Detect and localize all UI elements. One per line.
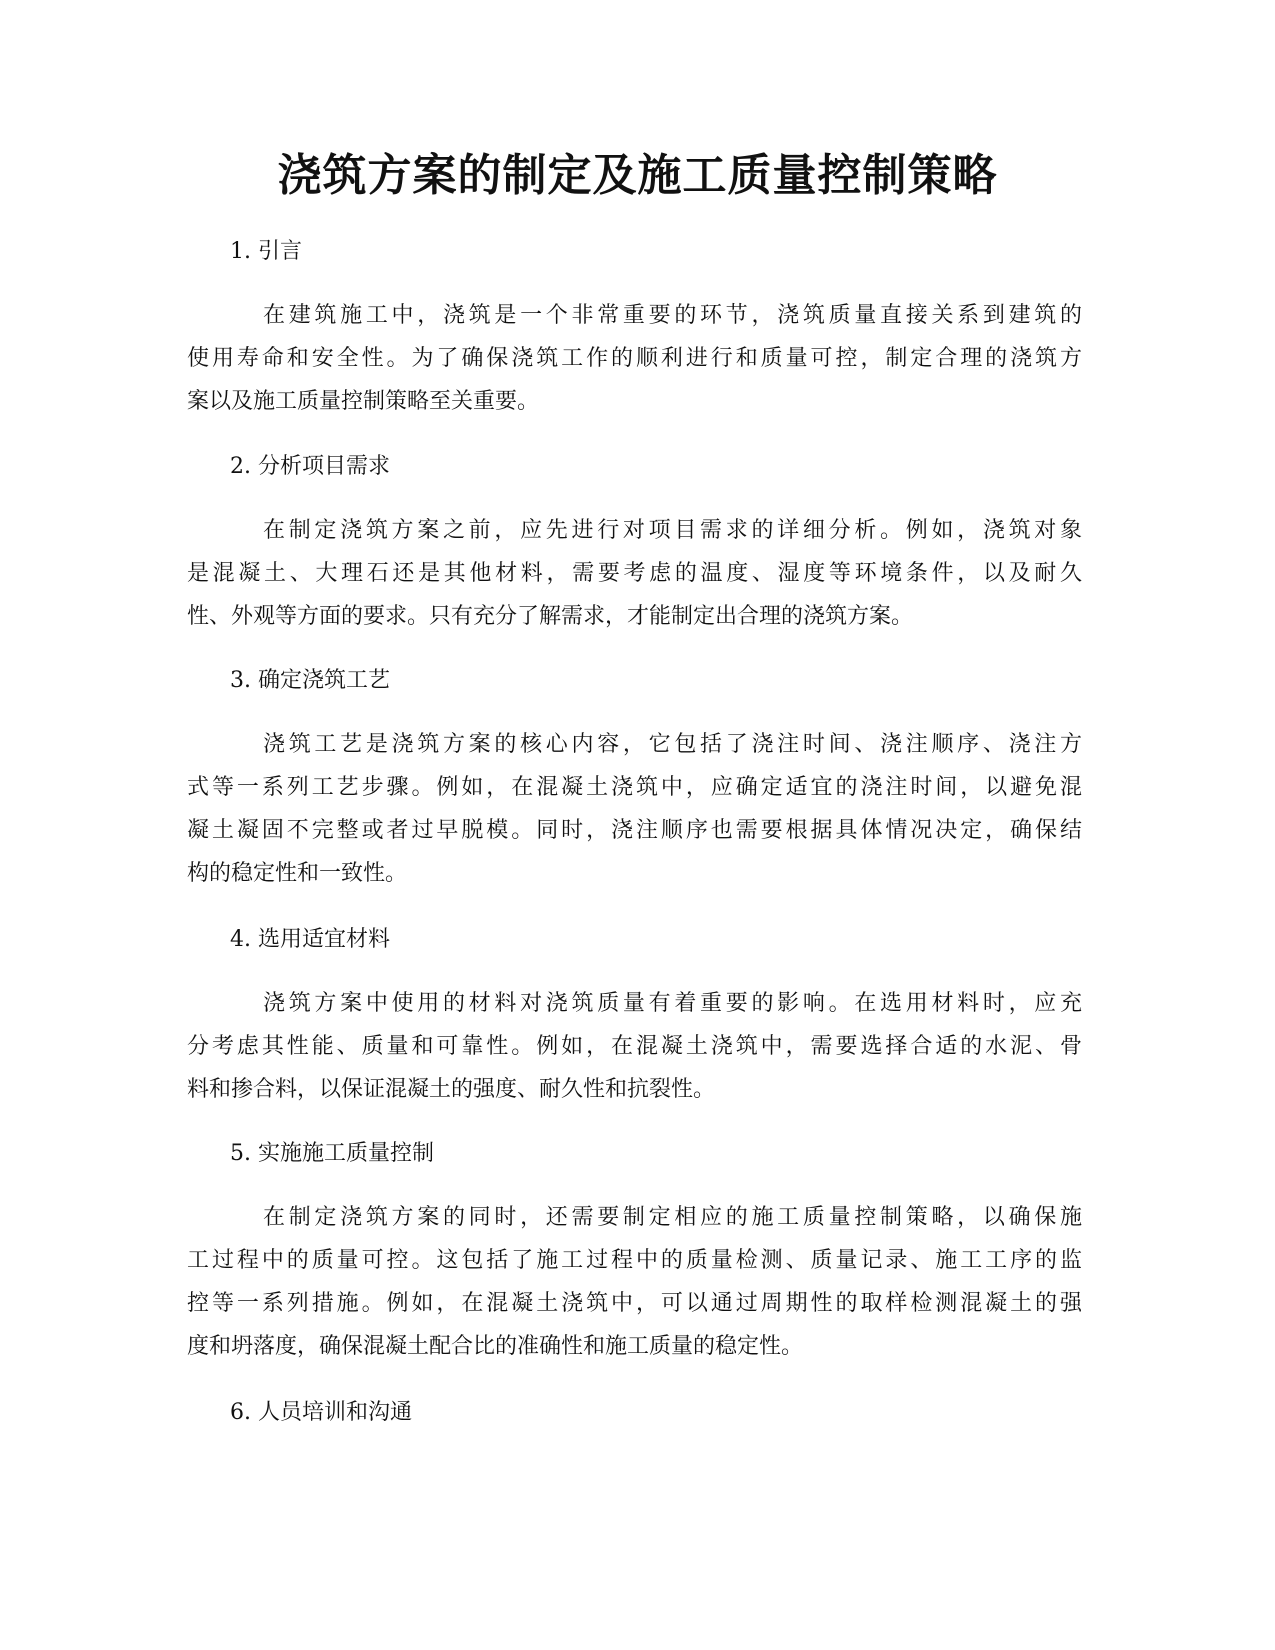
paragraph-line: 在制定浇筑方案之前，应先进行对项目需求的详细分析。例如，浇筑对象 xyxy=(263,518,1082,543)
section-paragraph-4 xyxy=(187,982,1082,1111)
paragraph-line: 使用寿命和安全性。为了确保浇筑工作的顺利进行和质量可控，制定合理的浇筑方 xyxy=(187,346,1082,371)
document-title: 浇筑方案的制定及施工质量控制策略 xyxy=(277,150,998,201)
paragraph-line: 在制定浇筑方案的同时，还需要制定相应的施工质量控制策略，以确保施 xyxy=(263,1205,1082,1230)
section-heading-6: 6. 人员培训和沟通 xyxy=(230,1400,412,1425)
paragraph-line: 控等一系列措施。例如，在混凝土浇筑中，可以通过周期性的取样检测混凝土的强 xyxy=(187,1291,1082,1316)
paragraph-line: 浇筑方案中使用的材料对浇筑质量有着重要的影响。在选用材料时，应充 xyxy=(263,991,1082,1016)
section-heading-4: 4. 选用适宜材料 xyxy=(230,927,390,952)
paragraph-line: 分考虑其性能、质量和可靠性。例如，在混凝土浇筑中，需要选择合适的水泥、骨 xyxy=(187,1034,1082,1059)
paragraph-line: 是混凝土、大理石还是其他材料，需要考虑的温度、湿度等环境条件，以及耐久 xyxy=(187,561,1082,586)
paragraph-line: 工过程中的质量可控。这包括了施工过程中的质量检测、质量记录、施工工序的监 xyxy=(187,1248,1082,1273)
section-heading-2: 2. 分析项目需求 xyxy=(230,454,390,479)
paragraph-line: 在建筑施工中，浇筑是一个非常重要的环节，浇筑质量直接关系到建筑的 xyxy=(263,303,1082,328)
paragraph-line: 度和坍落度，确保混凝土配合比的准确性和施工质量的稳定性。 xyxy=(187,1334,804,1359)
section-heading-5: 5. 实施施工质量控制 xyxy=(230,1141,434,1166)
section-paragraph-3 xyxy=(187,723,1082,895)
section-heading-3: 3. 确定浇筑工艺 xyxy=(230,668,390,693)
paragraph-line: 性、外观等方面的要求。只有充分了解需求，才能制定出合理的浇筑方案。 xyxy=(187,604,914,629)
paragraph-line: 案以及施工质量控制策略至关重要。 xyxy=(187,389,540,414)
paragraph-line: 浇筑工艺是浇筑方案的核心内容，它包括了浇注时间、浇注顺序、浇注方 xyxy=(263,732,1082,757)
paragraph-line: 式等一系列工艺步骤。例如，在混凝土浇筑中，应确定适宜的浇注时间，以避免混 xyxy=(187,775,1082,800)
section-paragraph-5 xyxy=(187,1196,1082,1368)
section-paragraph-1 xyxy=(187,294,1082,423)
paragraph-line: 料和掺合料，以保证混凝土的强度、耐久性和抗裂性。 xyxy=(187,1077,716,1102)
paragraph-line: 构的稳定性和一致性。 xyxy=(187,861,408,886)
paragraph-line: 凝土凝固不完整或者过早脱模。同时，浇注顺序也需要根据具体情况决定，确保结 xyxy=(187,818,1082,843)
section-paragraph-2 xyxy=(187,509,1082,638)
section-heading-1: 1. 引言 xyxy=(230,239,302,264)
